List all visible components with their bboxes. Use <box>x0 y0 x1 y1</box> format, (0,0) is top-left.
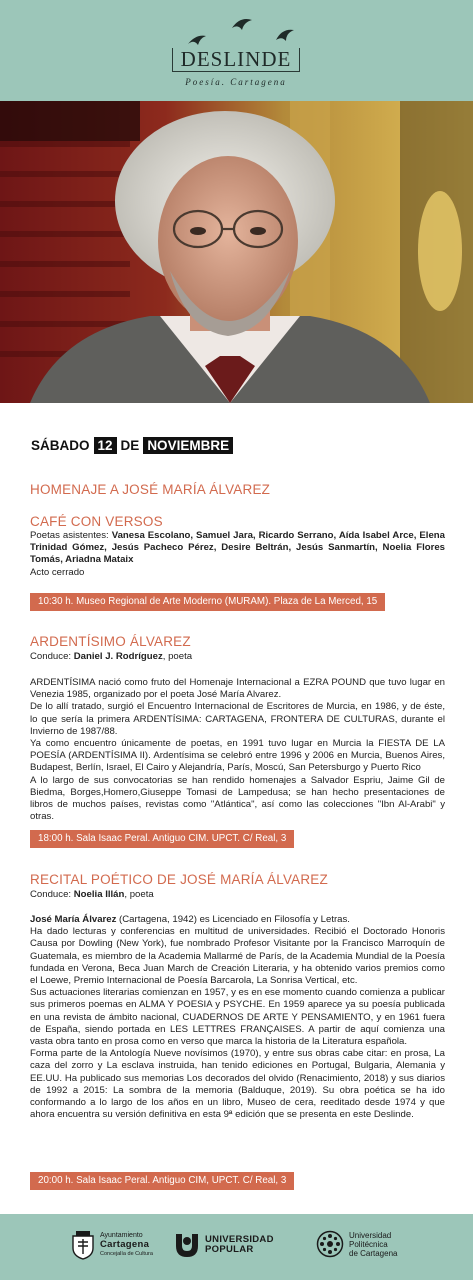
ayto-line1: Ayuntamiento <box>100 1232 143 1239</box>
section-title-cafe: CAFÉ CON VERSOS <box>30 514 163 529</box>
portrait-photo <box>0 101 473 403</box>
host-label: Conduce: <box>30 651 74 662</box>
ardentisimo-host <box>30 651 445 663</box>
host-label: Conduce: <box>30 889 74 900</box>
ayto-line2: Cartagena <box>100 1239 150 1250</box>
date-weekday: SÁBADO <box>31 438 90 453</box>
bio-first: (Cartagena, 1942) es Licenciado en Filosofía y Letras. <box>116 914 350 925</box>
up-line2: POPULAR <box>205 1244 254 1255</box>
venue-bar-cafe: 10:30 h. Museo Regional de Arte Moderno (MURAM). Plaza de La Merced, 15 <box>30 593 385 611</box>
date-month: NOVIEMBRE <box>143 437 233 454</box>
paragraph: Sus actuaciones literarias comienzan en 1957, y es en ese momento cuando comienza a publicar sus primeros poemas en ALMA Y POESIA y PSYCHE. En 1959 aparece ya su poesía publicada en una revista de ámbito nacional, CUADERNOS DE ARTE Y PENSAMIENTO, y en 1961 fuera de España, siendo portada en LES LETTRES FRANÇAISES. A partir de aquí comienza una vasta obra tanto en prosa como en verso que marca la historia de la Literatura española. <box>30 987 445 1048</box>
paragraph: A lo largo de sus convocatorias se han rendido homenajes a Salvador Espriu, Jaime Gil de Biedma, Borges,Homero,Giuseppe Tomasi de Lampedusa; se han hecho presentaciones de libros de muchos países, revistas como "Atlántica", así como las colecciones "Ibn Al-Arabi" y otras. <box>30 774 445 823</box>
section-title-ardentisimo: ARDENTÍSIMO ÁLVAREZ <box>30 634 191 649</box>
venue-bar-recital: 20:00 h. Sala Isaac Peral. Antiguo CIM, UPCT. C/ Real, 3 <box>30 1172 294 1190</box>
event-date <box>31 437 233 454</box>
logo-universidad-popular[interactable] <box>174 1232 274 1258</box>
poets-label: Poetas asistentes: <box>30 530 112 541</box>
date-connector: DE <box>120 438 140 453</box>
date-day: 12 <box>94 437 117 454</box>
recital-host <box>30 889 445 901</box>
cafe-note: Acto cerrado <box>30 566 85 578</box>
paragraph: De lo allí tratado, surgió el Encuentro Internacional de Escritores de Murcia, en 1986, y de éste, lo que sería la primera ARDENTÍSIMA: CARTAGENA, FRONTERA DE CULTURAS, durante el Invierno de 1987/88. <box>30 701 445 737</box>
logo-ayuntamiento[interactable] <box>70 1230 153 1260</box>
bio-name: José María Álvarez <box>30 914 117 925</box>
upct-line1: Universidad <box>349 1230 392 1240</box>
main-title: HOMENAJE A JOSÉ MARÍA ÁLVAREZ <box>30 482 271 497</box>
footer-sponsors <box>0 1214 473 1280</box>
host-suffix: , poeta <box>124 889 154 900</box>
ayto-line3: Concejalía de Cultura <box>100 1251 153 1257</box>
paragraph: Ya como encuentro únicamente de poetas, en 1991 tuvo lugar en Murcia la FIESTA DE LA POESÍA (ARDENTÍSIMA II). Ardentísima se celebró entre 1996 y 2006 en Murcia, Buenos Aires, Budapest, Berlín, Israel, El Cairo y Alejandría, París, Moscú, San Petersburgo y Puerto Rico <box>30 738 445 774</box>
swallows-icon <box>186 14 296 48</box>
paragraph: Ha dado lecturas y conferencias en multitud de universidades. Recibió el Doctorado Honoris Causa por Dowling (New York), fue nombrado Profesor Visitante por la Francisco Marroquín de Guatemala, es miembro de la Academia Mallarmé de París, de la Academia Mundial de la Poesía fundada en Verona, Beca Juan March de Creación Literaria, y ha obtenido varios premios como el Loewe, Premio Internacional de Poesía Barcarola, La Sonrisa Vertical, etc. <box>30 926 445 987</box>
crest-icon <box>70 1230 96 1260</box>
paragraph: ARDENTÍSIMA nació como fruto del Homenaje Internacional a EZRA POUND que tuvo lugar en Venezia 1985, organizado por el poeta José María Alvarez. <box>30 677 445 701</box>
header-banner <box>0 0 473 101</box>
bio-first-line <box>30 914 445 926</box>
logo-subtitle: Poesía. Cartagena <box>185 77 287 87</box>
host-name: Noelia Illán <box>73 889 125 900</box>
ardentisimo-body <box>30 677 445 823</box>
upct-line3: de Cartagena <box>349 1248 398 1258</box>
upct-seal-icon <box>316 1230 344 1258</box>
venue-bar-ardentisimo: 18:00 h. Sala Isaac Peral. Antiguo CIM. UPCT. C/ Real, 3 <box>30 830 294 848</box>
up-line1: UNIVERSIDAD <box>205 1234 274 1245</box>
cafe-poets <box>30 530 445 579</box>
host-suffix: , poeta <box>162 651 193 662</box>
logo-title: DESLINDE <box>180 47 292 71</box>
section-title-recital: RECITAL POÉTICO DE JOSÉ MARÍA ÁLVAREZ <box>30 872 328 887</box>
upct-line2: Politécnica <box>349 1239 388 1249</box>
up-logo-icon <box>174 1232 200 1258</box>
logo-upct[interactable] <box>316 1230 397 1258</box>
host-name: Daniel J. Rodríguez <box>73 651 163 662</box>
paragraph: Forma parte de la Antología Nueve novísimos (1970), y entre sus obras cabe citar: en prosa, La caza del zorro y La esclava instruida, han tenido ediciones en Portugal, Bulgaria, Alemania y EE.UU. Ha publicado sus memorias Los decorados del olvido (Renacimiento, 2018) y sus diarios de 1992 a 2015: La sombra de la memoria (Balduque, 2019). Su obra poética se ha ido conformando a lo largo de los años en un libro, Museo de cera, reeditado desde 1974 y que ahora encuentra su versión definitiva en esta 9ª edición que se presenta en este Deslinde. <box>30 1048 445 1121</box>
recital-body <box>30 914 445 1121</box>
poets-list: Vanesa Escolano, Samuel Jara, Ricardo Serrano, Aída Isabel Arce, Elena Trinidad Gómez, Jesús Pacheco Pérez, Desire Beltrán, Jesús Sanmartín, Noelia Flores Tomás, Ariadna Mataix <box>30 530 446 566</box>
